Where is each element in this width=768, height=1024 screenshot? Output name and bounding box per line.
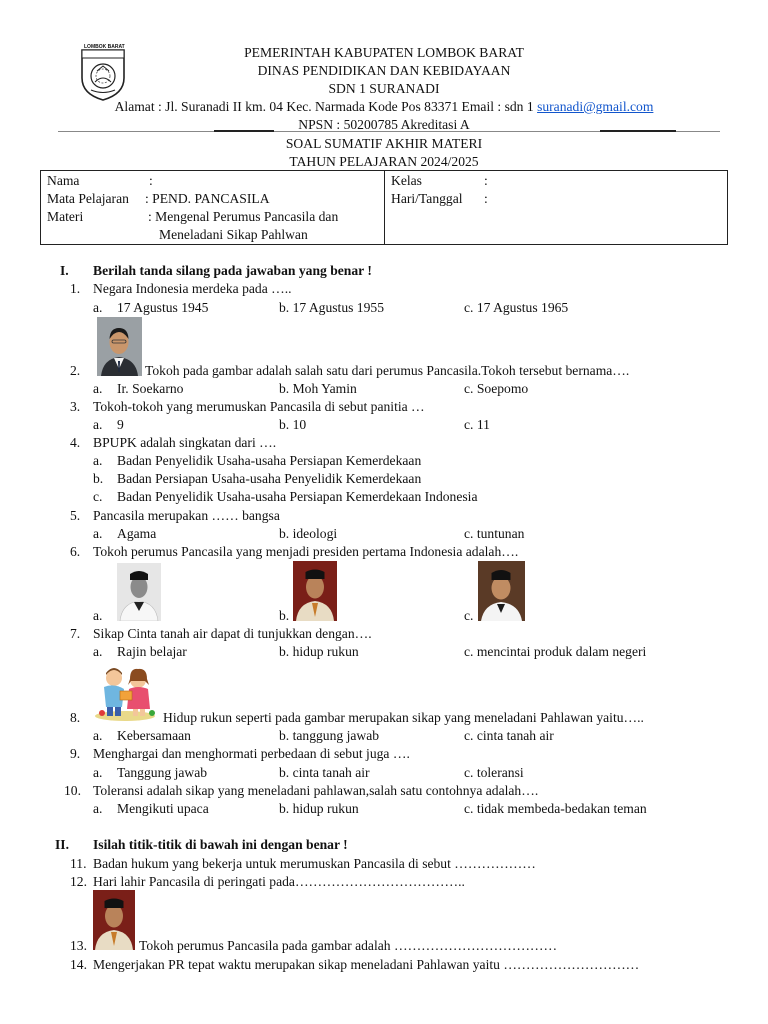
q4-option-a-letter: a. — [93, 453, 103, 468]
q2-option-c[interactable]: c. Soepomo — [464, 381, 529, 396]
materi-value-cont: Meneladani Sikap Pahlwan — [159, 227, 308, 242]
materi-value: : Mengenal Perumus Pancasila dan — [148, 209, 339, 224]
q8-children-illustration — [92, 661, 159, 723]
q2-option-b[interactable]: b. Moh Yamin — [279, 381, 357, 396]
npsn-accreditation: NPSN : 50200785 Akreditasi A — [298, 117, 470, 132]
q3-option-a-letter: a. — [93, 417, 103, 432]
q8-option-c[interactable]: c. cinta tanah air — [464, 728, 554, 743]
q7-option-b[interactable]: b. hidup rukun — [279, 644, 359, 659]
q6-option-c[interactable]: c. — [464, 608, 474, 623]
q6-number: 6. — [70, 544, 81, 559]
q2-option-a-letter: a. — [93, 381, 103, 396]
q10-text: Toleransi adalah sikap yang meneladani pahlawan,salah satu contohnya adalah…. — [93, 783, 539, 798]
q12-number: 12. — [70, 874, 87, 889]
school-year: TAHUN PELAJARAN 2024/2025 — [289, 154, 479, 169]
q6-text: Tokoh perumus Pancasila yang menjadi presiden pertama Indonesia adalah…. — [93, 544, 519, 559]
logo-text: LOMBOK BARAT — [84, 44, 125, 50]
q2-number: 2. — [70, 363, 81, 378]
kelas-label: Kelas — [391, 173, 422, 188]
q11-text[interactable]: Badan hukum yang bekerja untuk merumuskan Pancasila di sebut ……………… — [93, 856, 536, 871]
section2-instruction: Isilah titik-titik di bawah ini dengan benar ! — [93, 837, 348, 852]
school-address — [0, 98, 768, 116]
q9-number: 9. — [70, 746, 81, 761]
q7-option-a-letter: a. — [93, 644, 103, 659]
email-link[interactable]: suranadi@gmail.com — [537, 99, 654, 114]
q8-option-a-letter: a. — [93, 728, 103, 743]
q9-option-c[interactable]: c. toleransi — [464, 765, 524, 780]
q4-option-b-letter: b. — [93, 471, 104, 486]
q1-option-c[interactable]: c. 17 Agustus 1965 — [464, 300, 569, 315]
section2-numeral: II. — [55, 837, 69, 852]
q8-option-a[interactable]: Kebersamaan — [117, 728, 191, 743]
q1-option-a-letter: a. — [93, 300, 103, 315]
q10-option-b[interactable]: b. hidup rukun — [279, 801, 359, 816]
q10-option-a[interactable]: Mengikuti upaca — [117, 801, 209, 816]
q8-number: 8. — [70, 710, 81, 725]
q10-option-a-letter: a. — [93, 801, 103, 816]
q9-text: Menghargai dan menghormati perbedaan di sebut juga …. — [93, 746, 410, 761]
nama-label: Nama — [47, 173, 80, 188]
q6-photo-c[interactable] — [478, 561, 525, 621]
exam-title: SOAL SUMATIF AKHIR MATERI — [285, 136, 483, 151]
hari-field[interactable]: : — [484, 191, 488, 206]
q13-text[interactable]: Tokoh perumus Pancasila pada gambar adalah ……………………………… — [139, 938, 558, 953]
nama-field[interactable]: : — [149, 173, 153, 188]
q3-text: Tokoh-tokoh yang merumuskan Pancasila di sebut panitia … — [93, 399, 425, 414]
q5-text: Pancasila merupakan …… bangsa — [93, 508, 280, 523]
q5-option-b[interactable]: b. ideologi — [279, 526, 338, 541]
q7-number: 7. — [70, 626, 81, 641]
q5-number: 5. — [70, 508, 81, 523]
q10-option-c[interactable]: c. tidak membeda-bedakan teman — [464, 801, 647, 816]
agency-name: DINAS PENDIDIKAN DAN KEBIDAYAAN — [257, 63, 511, 78]
q8-option-b[interactable]: b. tanggung jawab — [279, 728, 380, 743]
q6-photo-a[interactable] — [117, 563, 161, 621]
hari-label: Hari/Tanggal — [391, 191, 463, 206]
q4-option-c-letter: c. — [93, 489, 103, 504]
q10-number: 10. — [64, 783, 81, 798]
q2-text: Tokoh pada gambar adalah salah satu dari perumus Pancasila.Tokoh tersebut bernama…. — [145, 363, 630, 378]
q4-number: 4. — [70, 435, 81, 450]
q4-option-b[interactable]: Badan Persiapan Usaha-usaha Penyelidik Kemerdekaan — [117, 471, 422, 486]
q9-option-a[interactable]: Tanggung jawab — [117, 765, 208, 780]
q5-option-a-letter: a. — [93, 526, 103, 541]
mapel-value: : PEND. PANCASILA — [145, 191, 270, 206]
q1-number: 1. — [70, 281, 81, 296]
q1-option-a[interactable]: 17 Agustus 1945 — [117, 300, 209, 315]
q14-number: 14. — [70, 957, 87, 972]
gov-name: PEMERINTAH KABUPATEN LOMBOK BARAT — [244, 45, 524, 60]
header-divider-accent — [600, 130, 676, 132]
q1-option-b[interactable]: b. 17 Agustus 1955 — [279, 300, 384, 315]
section1-instruction: Berilah tanda silang pada jawaban yang benar ! — [93, 263, 372, 278]
q12-text[interactable]: Hari lahir Pancasila di peringati pada……………………………….. — [93, 874, 465, 889]
q13-number: 13. — [70, 938, 87, 953]
q4-text: BPUPK adalah singkatan dari …. — [93, 435, 277, 450]
q8-text: Hidup rukun seperti pada gambar merupakan sikap yang meneladani Pahlawan yaitu….. — [163, 710, 644, 725]
q13-portrait-photo — [93, 890, 135, 950]
student-info-divider — [384, 170, 385, 245]
address-text: Alamat : Jl. Suranadi II km. 04 Kec. Narmada Kode Pos 83371 Email : sdn 1 — [114, 99, 538, 114]
school-name: SDN 1 SURANADI — [328, 81, 440, 96]
q4-option-a[interactable]: Badan Penyelidik Usaha-usaha Persiapan Kemerdekaan — [117, 453, 422, 468]
q11-number: 11. — [70, 856, 87, 871]
materi-label: Materi — [47, 209, 84, 224]
mapel-label: Mata Pelajaran — [47, 191, 129, 206]
q3-option-c[interactable]: c. 11 — [464, 417, 490, 432]
q6-photo-b[interactable] — [293, 561, 337, 621]
q6-option-b[interactable]: b. — [279, 608, 290, 623]
q4-option-c[interactable]: Badan Penyelidik Usaha-usaha Persiapan Kemerdekaan Indonesia — [117, 489, 478, 504]
header-divider-accent — [214, 130, 274, 132]
q7-option-c[interactable]: c. mencintai produk dalam negeri — [464, 644, 647, 659]
q5-option-a[interactable]: Agama — [117, 526, 157, 541]
q5-option-c[interactable]: c. tuntunan — [464, 526, 525, 541]
q3-number: 3. — [70, 399, 81, 414]
q14-text[interactable]: Mengerjakan PR tepat waktu merupakan sikap meneladani Pahlawan yaitu ………………………… — [93, 957, 640, 972]
q7-option-a[interactable]: Rajin belajar — [117, 644, 187, 659]
q9-option-b[interactable]: b. cinta tanah air — [279, 765, 370, 780]
q3-option-a[interactable]: 9 — [117, 417, 124, 432]
q2-portrait-photo — [97, 317, 142, 376]
q3-option-b[interactable]: b. 10 — [279, 417, 307, 432]
q9-option-a-letter: a. — [93, 765, 103, 780]
q2-option-a[interactable]: Ir. Soekarno — [117, 381, 184, 396]
section1-numeral: I. — [60, 263, 69, 278]
q7-text: Sikap Cinta tanah air dapat di tunjukkan dengan…. — [93, 626, 372, 641]
kelas-field[interactable]: : — [484, 173, 488, 188]
q6-option-a[interactable]: a. — [93, 608, 103, 623]
q1-text: Negara Indonesia merdeka pada ….. — [93, 281, 292, 296]
